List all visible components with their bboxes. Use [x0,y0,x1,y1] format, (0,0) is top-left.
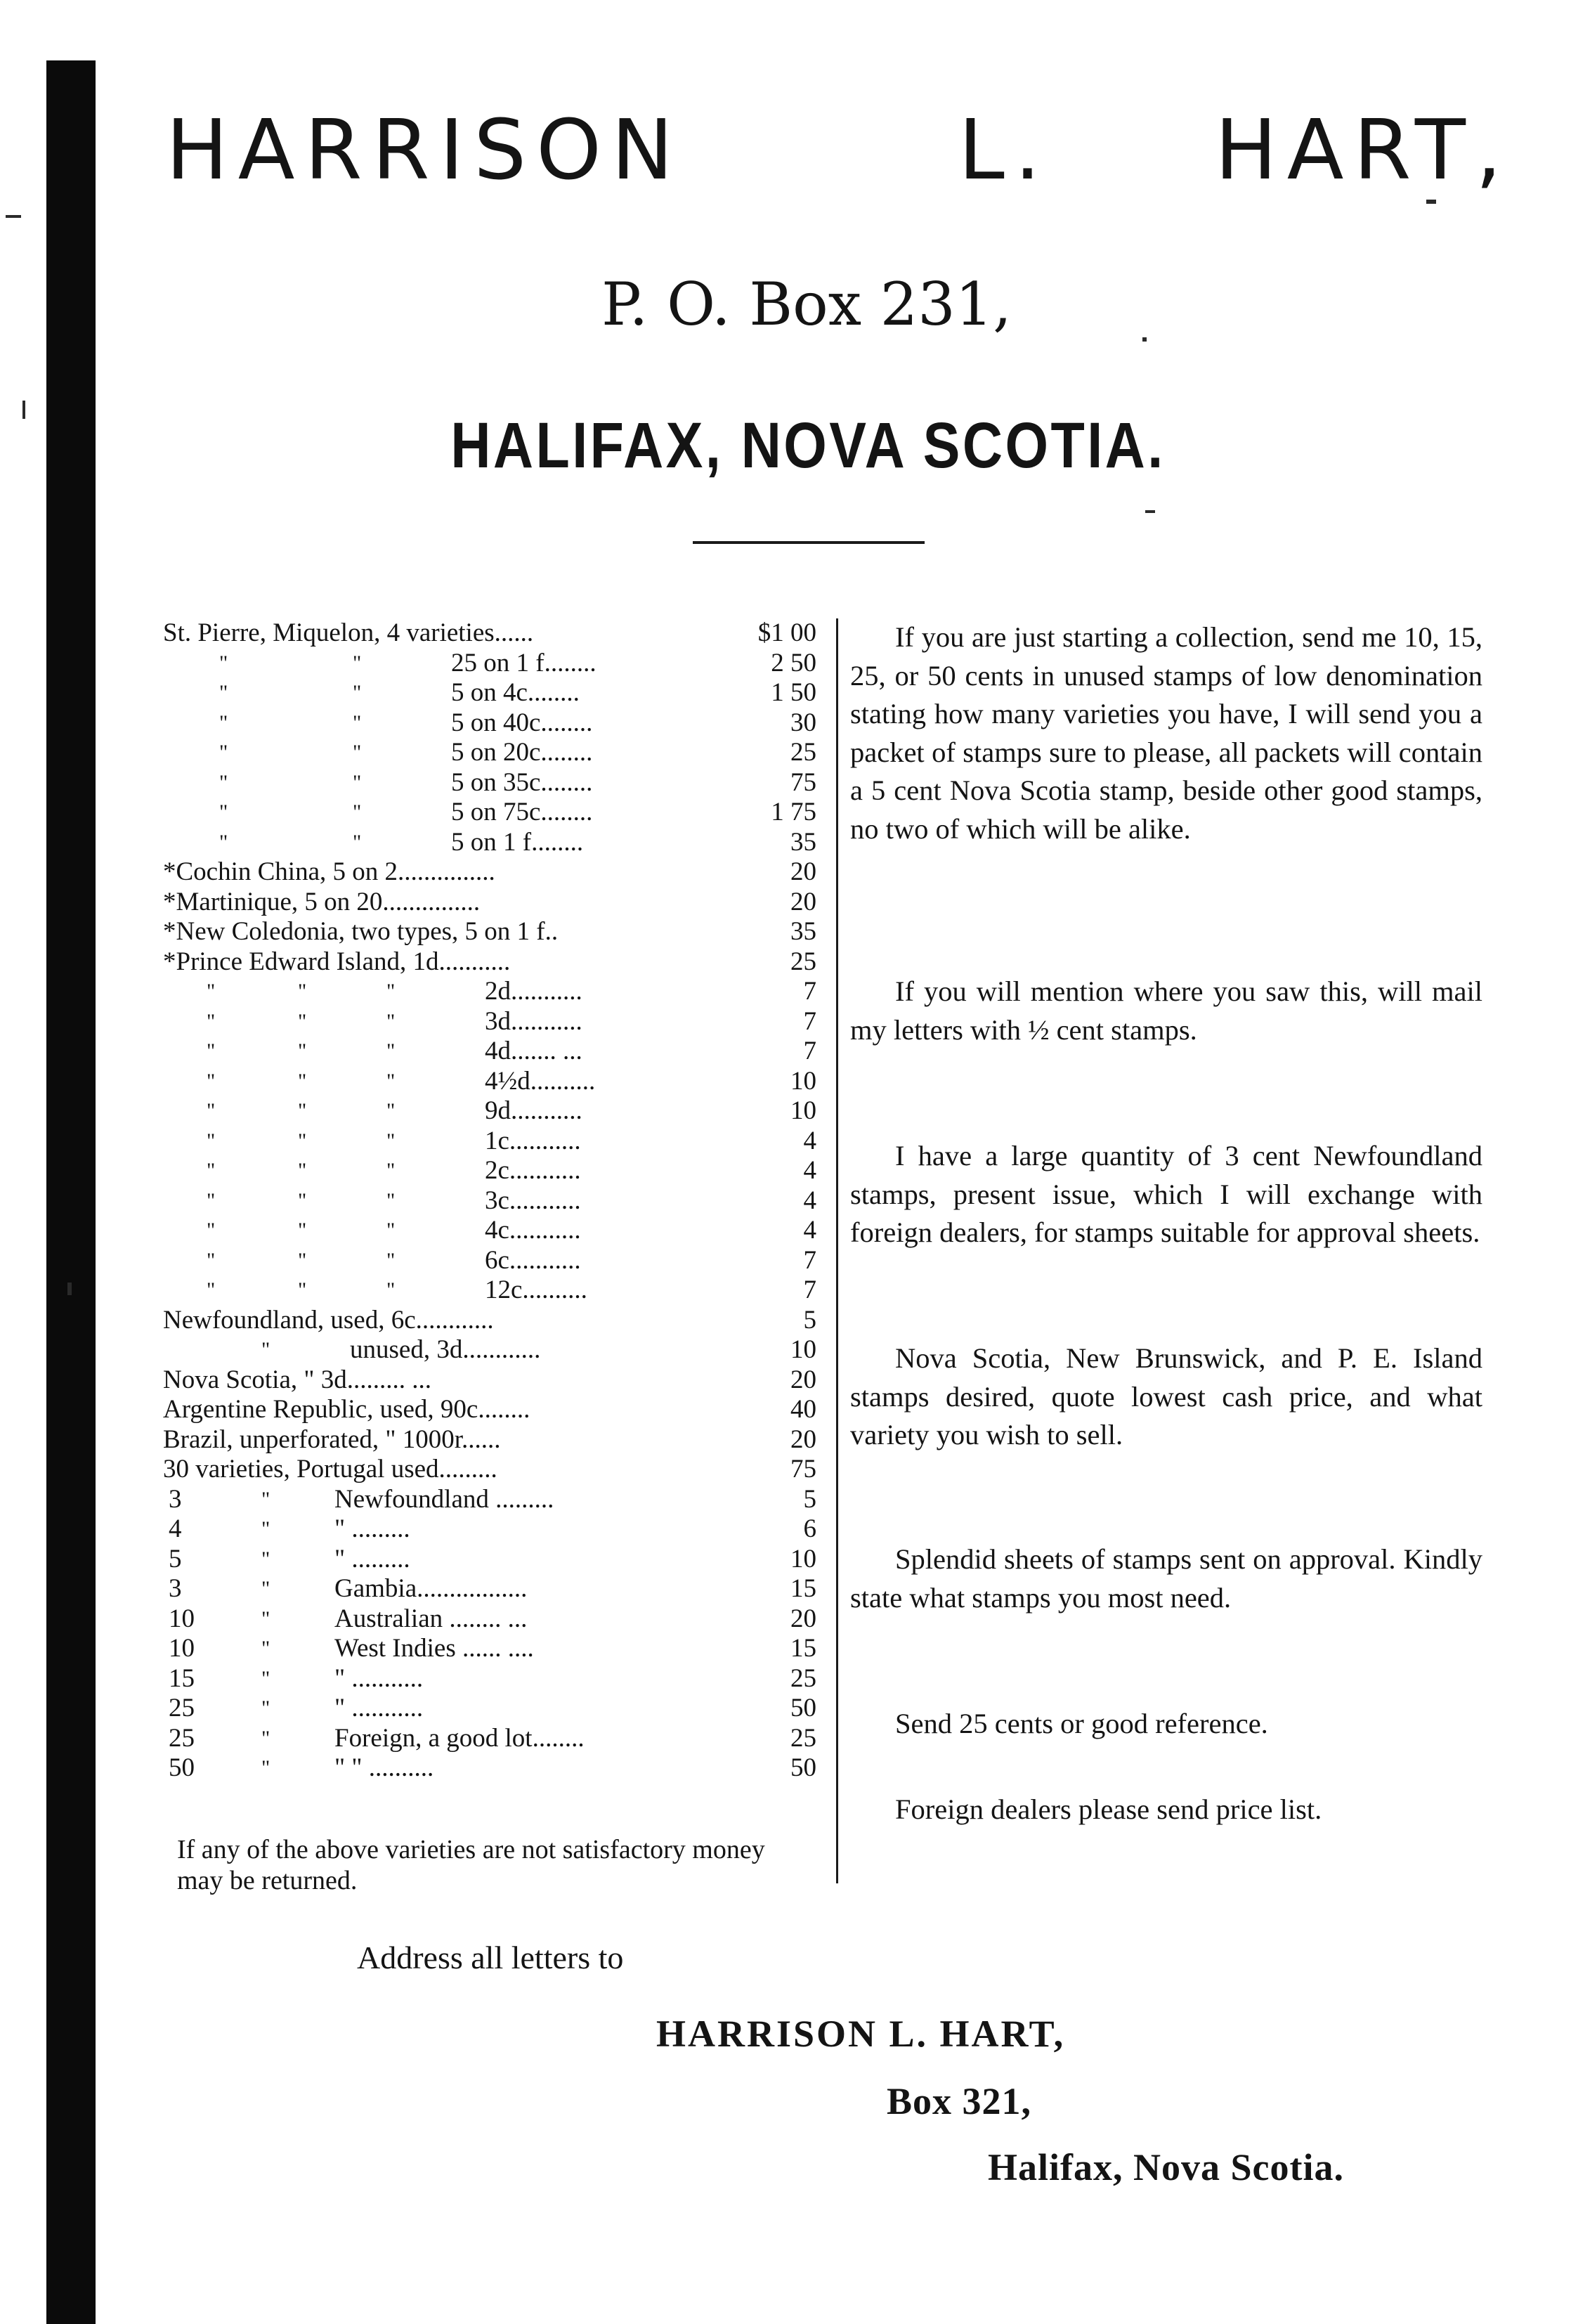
price-list-row [163,1037,816,1067]
ditto-mark: " [207,1069,216,1093]
ditto-mark: " [219,800,228,824]
row-price: 75 [790,1455,816,1484]
notice-foreign-dealers: Foreign dealers please send price list. [895,1793,1322,1825]
row-description: 4½d.......... [485,1066,596,1096]
row-description: Argentine Republic, used, 90c........ [163,1395,530,1424]
address-box: Box 321, [887,2080,1032,2122]
row-description: Foreign, a good lot........ [334,1723,585,1753]
row-description: 9d........... [485,1096,582,1125]
ditto-mark: " [386,1069,396,1093]
title-rule [693,541,925,544]
po-box-line: P. O. Box 231, [601,270,1012,339]
address-city: Halifax, Nova Scotia. [988,2146,1344,2188]
price-list-row [163,828,816,858]
ditto-mark: " [298,1278,307,1301]
price-list-row [163,1545,816,1575]
ditto-mark: " [386,980,396,1003]
row-description: 4c........... [485,1216,581,1245]
price-list-row [163,1485,816,1515]
ditto-mark: " [298,980,307,1003]
ditto-mark: " [298,1009,307,1033]
row-price: 10 [790,1335,816,1364]
ditto-mark: " [298,1099,307,1122]
row-price: 20 [790,887,816,916]
row-description: 3d........... [485,1006,582,1036]
row-description: 3c........... [485,1186,581,1215]
row-price: 25 [790,947,816,976]
price-list-row [163,1246,816,1276]
price-list-row [163,1335,816,1365]
ditto-mark: " [219,830,228,854]
row-price: 30 [790,708,816,737]
ditto-mark: " [219,651,228,675]
price-list-row [163,1664,816,1694]
price-list-row [163,1753,816,1784]
ditto-mark: " [207,1129,216,1153]
row-description: 30 varieties, Portugal used......... [163,1455,497,1484]
row-price: 6 [803,1514,816,1543]
notice-newfoundland-exchange: I have a large quantity of 3 cent Newfoundland stamps, present issue, which I will exchange with foreign dealers, for stamps suitable for approval sheets. [850,1140,1482,1248]
title-last-name: HART, [1215,101,1512,198]
ditto-mark: " [353,770,362,794]
row-price: 40 [790,1395,816,1424]
row-description: Newfoundland, used, 6c............ [163,1305,494,1335]
print-speck [1145,510,1155,513]
print-speck [22,401,25,419]
ditto-mark: " [298,1039,307,1063]
ditto-mark: " [207,1219,216,1242]
price-list-row [163,977,816,1007]
row-description: 5 on 1 f........ [451,827,584,857]
row-quantity: 5 [169,1544,182,1573]
ditto-mark: " [386,1129,396,1153]
row-description: 5 on 4c........ [451,678,580,707]
row-price: 35 [790,917,816,946]
row-description: 4d....... ... [485,1037,582,1065]
price-list-row [163,1425,816,1455]
price-list-row [163,738,816,768]
row-price: 50 [790,1694,816,1722]
row-quantity: 50 [169,1753,195,1782]
row-price: 1 50 [771,678,816,707]
row-quantity: 15 [169,1663,195,1693]
ditto-mark: " [207,1009,216,1033]
row-price: 7 [803,1275,816,1304]
notice-send-reference: Send 25 cents or good reference. [895,1708,1268,1739]
city-line: HALIFAX, NOVA SCOTIA. [450,410,1166,481]
ditto-mark: " [386,1039,396,1063]
row-description: 1c........... [485,1126,581,1155]
row-description: " ......... [334,1514,410,1543]
ditto-mark: " [207,980,216,1003]
ditto-mark: " [207,1248,216,1272]
ditto-mark: " [219,710,228,734]
ditto-mark: " [298,1159,307,1182]
price-list-row [163,1275,816,1306]
ditto-mark: " [353,710,362,734]
row-description: 5 on 35c........ [451,767,593,797]
ditto-mark: " [261,1696,270,1720]
ditto-mark: " [261,1547,270,1571]
row-price: 25 [790,1723,816,1753]
row-price: 4 [803,1126,816,1155]
row-price: 7 [803,1037,816,1065]
ditto-mark: " [386,1219,396,1242]
ditto-mark: " [261,1637,270,1660]
price-list-row [163,1186,816,1216]
ditto-mark: " [261,1517,270,1540]
row-description: 5 on 75c........ [451,798,593,826]
row-quantity: 3 [169,1574,182,1603]
row-price: 7 [803,977,816,1006]
row-description: Gambia................. [334,1574,528,1603]
ditto-mark: " [353,800,362,824]
ditto-mark: " [261,1756,270,1779]
price-list-row [163,1455,816,1485]
row-price: 20 [790,1424,816,1454]
ditto-mark: " [353,681,362,704]
row-description: West Indies ...... .... [334,1634,534,1663]
price-list-row [163,857,816,888]
price-list-row [163,947,816,978]
row-price: 25 [790,738,816,767]
row-description: St. Pierre, Miquelon, 4 varieties...... [163,618,534,647]
row-price: 5 [803,1484,816,1514]
row-price: 10 [790,1096,816,1125]
address-name: HARRISON L. HART, [656,2013,1066,2055]
price-list-row [163,678,816,708]
price-list-row [163,1007,816,1037]
notice-starting-collection: If you are just starting a collection, send me 10, 15, 25, or 50 cents in unused stamps of low denomination stating how many varieties you have, I will send you a packet of stamps sure to please, all packets will contain a 5 cent Nova Scotia stamp, beside other good stamps, no two of which will be alike. [850,621,1482,845]
ditto-mark: " [261,1606,270,1630]
ditto-mark: " [261,1666,270,1690]
row-price: 5 [803,1305,816,1335]
ditto-mark: " [207,1159,216,1182]
row-price: 7 [803,1006,816,1036]
row-quantity: 10 [169,1634,195,1663]
ditto-mark: " [386,1009,396,1033]
price-list-footnote: If any of the above varieties are not satisfactory money may be returned. [177,1835,765,1895]
row-description: Nova Scotia, " 3d......... ... [163,1365,431,1394]
ditto-mark: " [386,1278,396,1301]
print-speck [67,1283,72,1295]
notice-approval-sheets: Splendid sheets of stamps sent on approval. Kindly state what stamps you most need. [850,1543,1482,1614]
ditto-mark: " [298,1248,307,1272]
row-description: 5 on 40c........ [451,708,593,737]
ditto-mark: " [353,830,362,854]
row-description: Newfoundland ......... [334,1484,554,1514]
row-price: 4 [803,1156,816,1185]
row-price: 4 [803,1216,816,1245]
price-list-row [163,768,816,798]
row-price: 20 [790,1365,816,1394]
row-price: 15 [790,1634,816,1663]
title-first-name: HARRISON [166,101,684,198]
row-description: *Prince Edward Island, 1d........... [163,947,511,976]
ditto-mark: " [298,1219,307,1242]
row-description: 2c........... [485,1156,581,1185]
row-description: " ......... [334,1544,410,1573]
row-quantity: 3 [169,1484,182,1514]
print-speck [6,215,21,218]
row-price: 10 [790,1066,816,1096]
row-description: *Martinique, 5 on 20............... [163,887,481,916]
row-quantity: 10 [169,1604,195,1633]
price-list-row [163,1306,816,1336]
ditto-mark: " [386,1159,396,1182]
row-quantity: 25 [169,1694,195,1722]
title-middle-initial: L. [958,101,1051,198]
row-description: 5 on 20c........ [451,738,593,767]
row-price: 25 [790,1663,816,1693]
row-description: 2d........... [485,977,582,1006]
row-price: 35 [790,827,816,857]
row-price: 10 [790,1544,816,1573]
ditto-mark: " [207,1278,216,1301]
row-price: $1 00 [757,618,816,647]
price-list-row [163,649,816,679]
row-price: 50 [790,1753,816,1782]
row-description: Brazil, unperforated, " 1000r...... [163,1424,501,1454]
ditto-mark: " [353,651,362,675]
row-quantity: 4 [169,1514,182,1543]
row-price: 20 [790,1604,816,1633]
price-list-row [163,708,816,739]
price-list-row [163,1395,816,1425]
price-list-row [163,1634,816,1664]
column-divider [836,618,838,1883]
price-list-row [163,1365,816,1396]
ditto-mark: " [386,1099,396,1122]
ditto-mark: " [219,681,228,704]
row-description: Australian ........ ... [334,1604,528,1633]
row-description: " ........... [334,1663,424,1693]
row-description: *New Coledonia, two types, 5 on 1 f.. [163,917,559,946]
row-price: 7 [803,1245,816,1275]
page-title [166,97,1512,202]
price-list-row [163,1096,816,1127]
row-description: unused, 3d............ [350,1335,541,1364]
row-description: " " .......... [334,1753,434,1782]
ditto-mark: " [261,1338,270,1361]
notice-stamps-desired: Nova Scotia, New Brunswick, and P. E. Island stamps desired, quote lowest cash price, and what variety you wish to sell. [850,1342,1482,1450]
price-list-row [163,1216,816,1246]
row-quantity: 25 [169,1723,195,1753]
ditto-mark: " [207,1039,216,1063]
row-price: 20 [790,857,816,886]
row-price: 15 [790,1574,816,1603]
address-prompt: Address all letters to [357,1940,624,1975]
price-list-row [163,1604,816,1635]
row-price: 4 [803,1186,816,1215]
ditto-mark: " [219,770,228,794]
ditto-mark: " [261,1577,270,1600]
ditto-mark: " [353,741,362,764]
price-list-row [163,917,816,947]
row-description: 12c.......... [485,1275,587,1304]
row-description: *Cochin China, 5 on 2............... [163,857,495,886]
price-list-row [163,1067,816,1097]
ditto-mark: " [298,1129,307,1153]
price-list-row [163,1724,816,1754]
price-list-row [163,1156,816,1186]
ditto-mark: " [207,1188,216,1212]
price-list [163,618,816,1784]
price-list-row [163,798,816,828]
row-price: 1 75 [771,798,816,826]
binding-edge [46,60,96,2324]
price-list-row [163,1127,816,1157]
row-price: 2 50 [771,648,816,677]
row-description: 25 on 1 f........ [451,648,597,677]
ditto-mark: " [298,1188,307,1212]
price-list-row [163,1574,816,1604]
ditto-mark: " [261,1726,270,1750]
ditto-mark: " [386,1188,396,1212]
ditto-mark: " [207,1099,216,1122]
row-price: 75 [790,767,816,797]
ditto-mark: " [298,1069,307,1093]
ditto-mark: " [261,1487,270,1511]
price-list-row [163,888,816,918]
price-list-row [163,1514,816,1545]
row-description: 6c........... [485,1245,581,1275]
notice-mention-where: If you will mention where you saw this, will mail my letters with ½ cent stamps. [850,975,1482,1046]
ditto-mark: " [386,1248,396,1272]
price-list-row [163,618,816,649]
price-list-row [163,1694,816,1724]
ditto-mark: " [219,741,228,764]
row-description: " ........... [334,1694,424,1722]
